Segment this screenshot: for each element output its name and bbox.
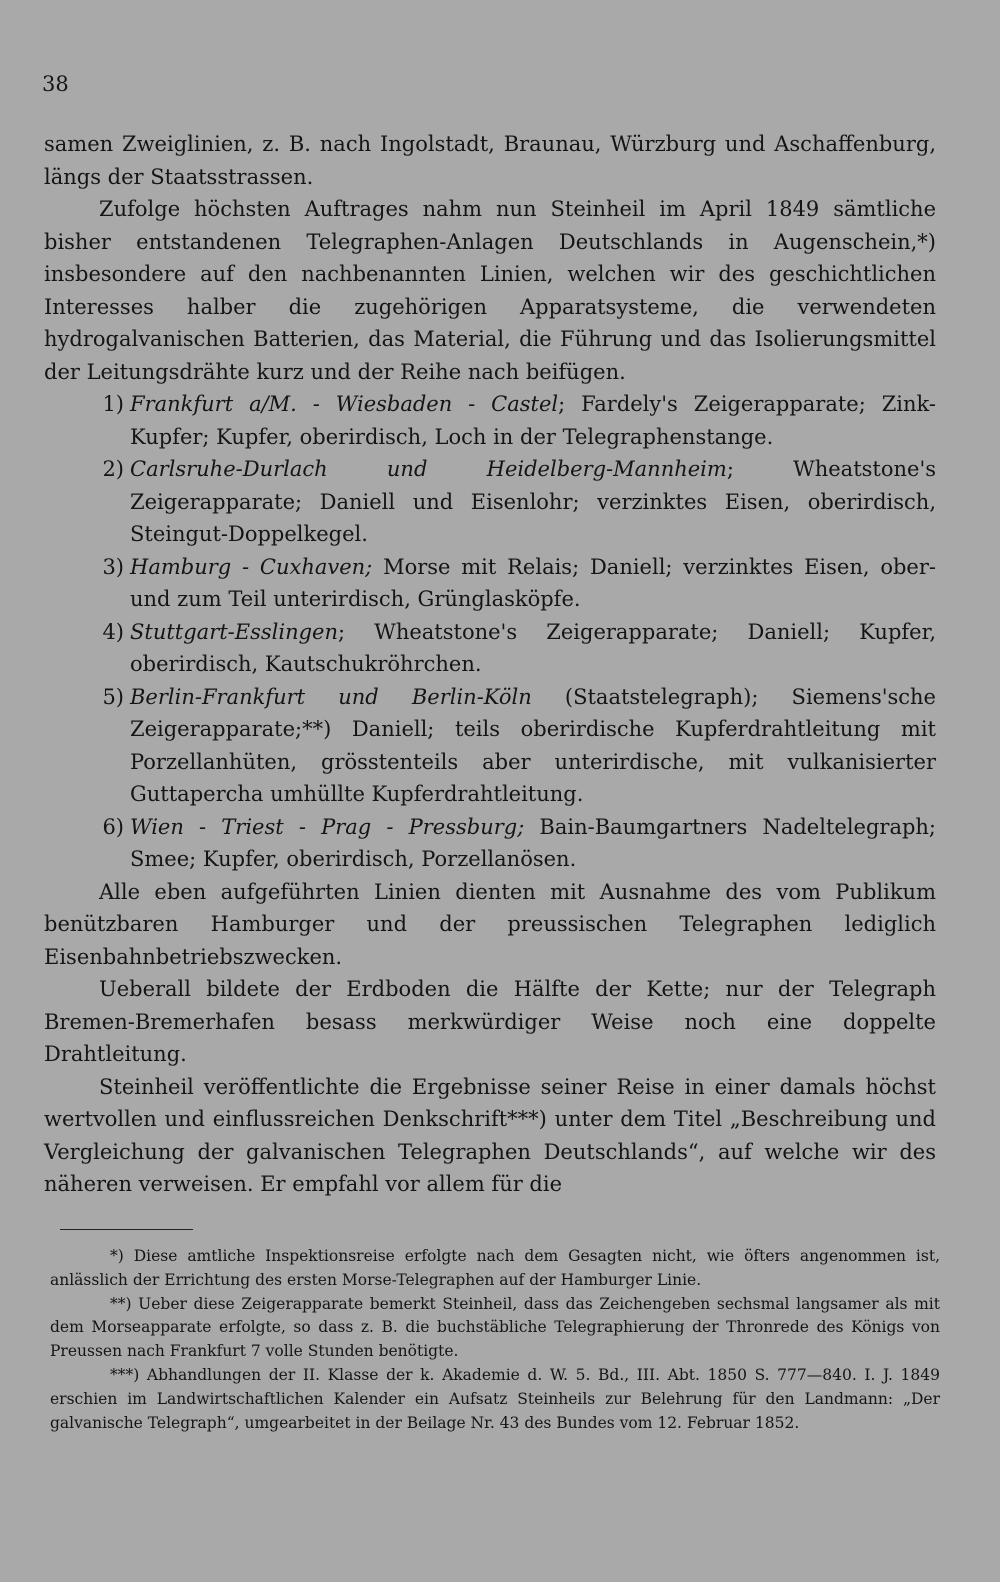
paragraph-earth-return: Ueberall bildete der Erdboden die Hälfte der Kette; nur der Telegraph Bremen-Bremerhafen besass merkwürdiger Weise noch eine doppelte Drahtleitung. [44, 977, 936, 1066]
item-line-name: Wien - Triest - Prag - Pressburg; [130, 814, 525, 839]
footnote-3: ***) Abhandlungen der II. Klasse der k. Akademie d. W. 5. Bd., III. Abt. 1850 S. 777—840. I. J. 1849 erschien im Landwirtschaftlichen Kalender ein Aufsatz Steinheils zur Belehrung für den Landmann: „Der galvanische Telegraph“, umgearbeitet in der Beilage Nr. 43 des Bundes vom 12. Februar 1852. [50, 1365, 940, 1432]
item-description: Bain-Baumgartners Nadeltelegraph; Smee; Kupfer, oberirdisch, Porzellanösen. [130, 814, 937, 871]
footnote-2: **) Ueber diese Zeigerapparate bemerkt Steinheil, dass das Zeichengeben sechsmal langsamer als mit dem Morseapparate erfolgte, so dass z. B. die buchstäbliche Telegraphierung der Thronrede des Königs von Preussen nach Frankfurt 7 volle Stunden benötigte. [50, 1294, 940, 1361]
main-text [44, 128, 936, 1201]
list-item [44, 388, 936, 453]
footnote-1: *) Diese amtliche Inspektionsreise erfolgte nach dem Gesagten nicht, wie öfters angenommen ist, anlässlich der Errichtung des ersten Morse-Telegraphen auf der Hamburger Linie. [50, 1247, 940, 1289]
list-item [44, 551, 936, 616]
item-number: 1) [102, 392, 124, 416]
footnote-divider [60, 1229, 193, 1230]
item-number: 3) [102, 554, 124, 579]
item-line-name: Frankfurt a/M. - Wiesbaden - Castel [130, 392, 559, 416]
item-line-name: Carlsruhe-Durlach und Heidelberg-Mannheim [130, 457, 727, 481]
item-number: 5) [102, 684, 124, 709]
item-number: 2) [102, 457, 124, 481]
list-item [44, 811, 936, 876]
list-item [44, 453, 936, 551]
item-description: ; Fardely's Zeigerapparate; Zink-Kupfer; Kupfer, oberirdisch, Loch in der Telegraphenstange. [130, 392, 936, 449]
page-number: 38 [42, 72, 69, 96]
item-description: (Staatstelegraph); Siemens'sche Zeigerapparate;**) Daniell; teils oberirdische Kupferdrahtleitung mit Porzellanhüten, grösstenteils aber unterirdische, mit vulkanisierter Guttapercha umhüllte Kupferdrahtleitung. [130, 684, 936, 806]
footnotes [50, 1245, 940, 1435]
list-item [44, 681, 936, 811]
paragraph-continuation: samen Zweiglinien, z. B. nach Ingolstadt, Braunau, Würzburg und Aschaffenburg, längs der Staatsstrassen. [44, 132, 936, 189]
item-description: ; Wheatstone's Zeigerapparate; Daniell; Kupfer, oberirdisch, Kautschukröhrchen. [130, 619, 936, 676]
item-number: 4) [102, 619, 124, 644]
item-line-name: Hamburg - Cuxhaven; [130, 554, 373, 579]
item-line-name: Stuttgart-Esslingen [130, 619, 339, 644]
item-description: Morse mit Relais; Daniell; verzinktes Eisen, ober- und zum Teil unterirdisch, Grünglasköpfe. [130, 554, 936, 611]
item-description: ; Wheatstone's Zeigerapparate; Daniell und Eisenlohr; verzinktes Eisen, oberirdisch, Steingut-Doppelkegel. [130, 457, 936, 546]
item-number: 6) [102, 814, 124, 839]
paragraph-purpose: Alle eben aufgeführten Linien dienten mit Ausnahme des vom Publikum benützbaren Hamburger und der preussischen Telegraphen lediglich Eisenbahnbetriebszwecken. [44, 879, 936, 969]
item-line-name: Berlin-Frankfurt und Berlin-Köln [130, 684, 532, 709]
paragraph-publication: Steinheil veröffentlichte die Ergebnisse seiner Reise in einer damals höchst wertvollen und einflussreichen Denkschrift***) unter dem Titel „Beschreibung und Vergleichung der galvanischen Telegraphen Deutschlands“, auf welche wir des näheren verweisen. Er empfahl vor allem für die [44, 1074, 936, 1196]
list-item [44, 616, 936, 681]
paragraph-inspection: Zufolge höchsten Auftrages nahm nun Steinheil im April 1849 sämtliche bisher entstandenen Telegraphen-Anlagen Deutschlands in Augenschein,*) insbesondere auf den nachbenannten Linien, welchen wir des geschichtlichen Interesses halber die zugehörigen Apparatsysteme, die verwendeten hydrogalvanischen Batterien, das Material, die Führung und das Isolierungsmittel der Leitungsdrähte kurz und der Reihe nach beifügen. [44, 197, 936, 384]
